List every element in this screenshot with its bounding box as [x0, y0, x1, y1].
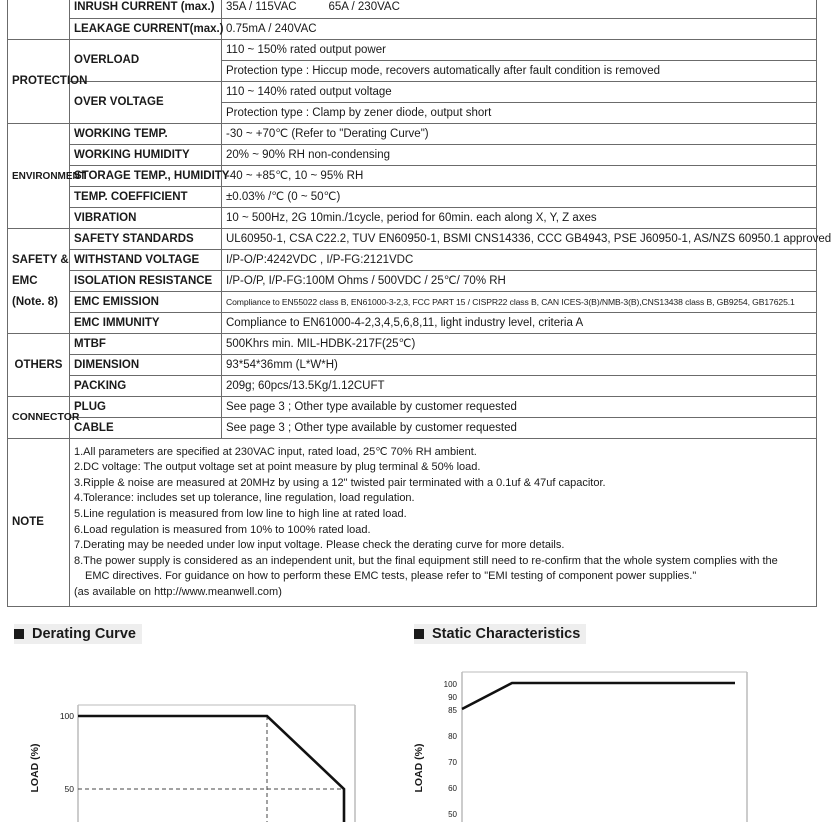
static-tick-label: 100	[443, 680, 457, 689]
emc-immunity-value: Compliance to EN61000-4-2,3,4,5,6,8,11, light industry level, criteria A	[222, 313, 817, 334]
safety-emc-category	[8, 229, 70, 334]
static-tick-label: 90	[448, 693, 457, 702]
derating-y-axis-label: LOAD (%)	[29, 743, 41, 793]
inrush-current-label: INRUSH CURRENT (max.)	[70, 0, 222, 19]
emc-emission-value: Compliance to EN55022 class B, EN61000-3-2,3, FCC PART 15 / CISPR22 class B, CAN ICES-3(B)/NMB-3(B),CNS13438 class B, GB9254, GB17625.1	[222, 292, 817, 313]
table-row	[8, 166, 817, 187]
note-category: NOTE	[8, 439, 70, 607]
static-tick-label: 85	[448, 706, 457, 715]
temp-coefficient-label: TEMP. COEFFICIENT	[70, 187, 222, 208]
derating-curve-title: Derating Curve	[32, 626, 136, 642]
table-row	[8, 250, 817, 271]
vibration-value: 10 ~ 500Hz, 2G 10min./1cycle, period for 60min. each along X, Y, Z axes	[222, 208, 817, 229]
plug-label: PLUG	[70, 397, 222, 418]
overload-label: OVERLOAD	[70, 40, 222, 82]
withstand-voltage-label: WITHSTAND VOLTAGE	[70, 250, 222, 271]
others-category: OTHERS	[8, 334, 70, 397]
cable-value: See page 3 ; Other type available by customer requested	[222, 418, 817, 439]
overload-value: 110 ~ 150% rated output power	[222, 40, 817, 61]
table-row	[8, 376, 817, 397]
table-row	[8, 82, 817, 103]
note-line: 3.Ripple & noise are measured at 20MHz by using a 12" twisted pair terminated with a 0.1uf & 47uf capacitor.	[74, 476, 606, 489]
overload-protection-type: Protection type : Hiccup mode, recovers automatically after fault condition is removed	[222, 61, 817, 82]
over-voltage-value: 110 ~ 140% rated output voltage	[222, 82, 817, 103]
inrush-current-value: 35A / 115VAC 65A / 230VAC	[222, 0, 817, 19]
over-voltage-protection-type: Protection type : Clamp by zener diode, output short	[222, 103, 817, 124]
temp-coefficient-value: ±0.03% /℃ (0 ~ 50℃)	[222, 187, 817, 208]
note-line: 4.Tolerance: includes set up tolerance, line regulation, load regulation.	[74, 492, 415, 505]
table-row	[8, 145, 817, 166]
working-humidity-value: 20% ~ 90% RH non-condensing	[222, 145, 817, 166]
note-line: (as available on http://www.meanwell.com)	[74, 585, 282, 598]
derating-tick-label-50: 50	[64, 784, 74, 794]
note-line: 7.Derating may be needed under low input voltage. Please check the derating curve for more details.	[74, 539, 565, 552]
safety-category-line: SAFETY &	[12, 253, 69, 266]
environment-category: ENVIRONMENT	[8, 124, 70, 229]
table-row	[8, 334, 817, 355]
table-row	[8, 40, 817, 61]
storage-temp-label: STORAGE TEMP., HUMIDITY	[70, 166, 222, 187]
note-line: 2.DC voltage: The output voltage set at point measure by plug terminal & 50% load.	[74, 461, 481, 474]
working-temp-value: -30 ~ +70℃ (Refer to "Derating Curve")	[222, 124, 817, 145]
table-row	[8, 418, 817, 439]
table-row	[8, 271, 817, 292]
isolation-resistance-value: I/P-O/P, I/P-FG:100M Ohms / 500VDC / 25℃/ 70% RH	[222, 271, 817, 292]
vibration-label: VIBRATION	[70, 208, 222, 229]
table-row	[8, 0, 817, 19]
note-line: 5.Line regulation is measured from low line to high line at rated load.	[74, 507, 407, 520]
table-row	[8, 208, 817, 229]
packing-value: 209g; 60pcs/13.5Kg/1.12CUFT	[222, 376, 817, 397]
connector-category: CONNECTOR	[8, 397, 70, 439]
leakage-current-value: 0.75mA / 240VAC	[222, 19, 817, 40]
static-characteristics-chart	[410, 650, 830, 822]
static-load-curve	[462, 683, 735, 709]
table-row	[8, 439, 817, 607]
square-bullet-icon	[414, 629, 424, 639]
derating-curve-heading	[14, 624, 142, 644]
emc-emission-label: EMC EMISSION	[70, 292, 222, 313]
static-tick-label: 60	[448, 784, 457, 793]
emc-category-line: EMC	[12, 274, 38, 287]
table-row	[8, 355, 817, 376]
emc-immunity-label: EMC IMMUNITY	[70, 313, 222, 334]
table-row	[8, 229, 817, 250]
packing-label: PACKING	[70, 376, 222, 397]
static-characteristics-title: Static Characteristics	[432, 626, 581, 642]
mtbf-value: 500Khrs min. MIL-HDBK-217F(25℃)	[222, 334, 817, 355]
working-humidity-label: WORKING HUMIDITY	[70, 145, 222, 166]
table-row	[8, 397, 817, 418]
safety-emc-category-text	[12, 250, 69, 313]
note-line: EMC directives. For guidance on how to perform these EMC tests, please refer to "EMI testing of component power supplies."	[85, 570, 697, 583]
derating-load-curve	[78, 716, 344, 822]
table-row	[8, 292, 817, 313]
static-tick-label: 80	[448, 732, 457, 741]
isolation-resistance-label: ISOLATION RESISTANCE	[70, 271, 222, 292]
derating-curve-chart	[0, 650, 415, 822]
leakage-current-label: LEAKAGE CURRENT(max.)	[70, 19, 222, 40]
static-tick-label: 70	[448, 758, 457, 767]
table-row	[8, 19, 817, 40]
note-ref-category-line: (Note. 8)	[12, 295, 58, 308]
safety-standards-label: SAFETY STANDARDS	[70, 229, 222, 250]
note-line: 1.All parameters are specified at 230VAC input, rated load, 25℃ 70% RH ambient.	[74, 445, 477, 458]
plug-value: See page 3 ; Other type available by customer requested	[222, 397, 817, 418]
cable-label: CABLE	[70, 418, 222, 439]
static-tick-label: 50	[448, 810, 457, 819]
dimension-label: DIMENSION	[70, 355, 222, 376]
note-line: 6.Load regulation is measured from 10% to 100% rated load.	[74, 523, 371, 536]
static-y-axis-label: LOAD (%)	[413, 743, 425, 793]
notes-cell	[70, 439, 817, 607]
over-voltage-label: OVER VOLTAGE	[70, 82, 222, 124]
protection-category: PROTECTION	[8, 40, 70, 124]
input-category-cell	[8, 0, 70, 40]
mtbf-label: MTBF	[70, 334, 222, 355]
spec-table	[7, 0, 831, 607]
square-bullet-icon	[14, 629, 24, 639]
table-row	[8, 313, 817, 334]
working-temp-label: WORKING TEMP.	[70, 124, 222, 145]
static-characteristics-heading	[414, 624, 586, 644]
safety-standards-value: UL60950-1, CSA C22.2, TUV EN60950-1, BSMI CNS14336, CCC GB4943, PSE J60950-1, AS/NZS 60950.1 approved	[222, 229, 817, 250]
table-row	[8, 187, 817, 208]
storage-temp-value: -40 ~ +85℃, 10 ~ 95% RH	[222, 166, 817, 187]
table-row	[8, 124, 817, 145]
dimension-value: 93*54*36mm (L*W*H)	[222, 355, 817, 376]
withstand-voltage-value: I/P-O/P:4242VDC , I/P-FG:2121VDC	[222, 250, 817, 271]
note-line: 8.The power supply is considered as an independent unit, but the final equipment still need to re-confirm that the whole system complies with the	[74, 554, 778, 567]
derating-tick-label-100: 100	[59, 711, 74, 721]
